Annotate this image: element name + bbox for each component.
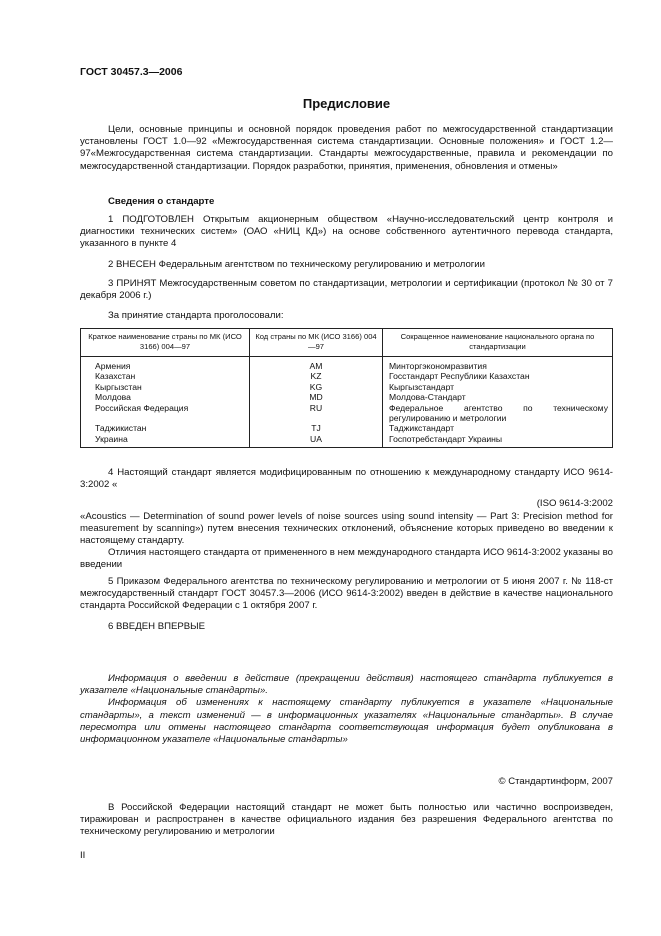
item-1-block xyxy=(80,214,613,251)
table-header-country: Краткое наименование страны по МК (ИСО 3166) 004—97 xyxy=(81,329,250,357)
item-6-block xyxy=(80,621,613,633)
table-row xyxy=(81,371,613,381)
notice-paragraph: В Российской Федерации настоящий стандарт не может быть полностью или частично воспроизведен, тиражирован и распространен в качестве официального издания без разрешения Федерального агентства по техническому регулированию и метрологии xyxy=(80,802,613,838)
countries-table xyxy=(80,328,613,448)
item-2-paragraph: 2 ВНЕСЕН Федеральным агентством по техническому регулированию и метрологии xyxy=(108,259,486,270)
table-row xyxy=(81,423,613,433)
table-row xyxy=(81,382,613,392)
table-row xyxy=(81,392,613,402)
item-4-line-2: (ISO 9614-3:2002 xyxy=(536,498,613,510)
table-header-code: Код страны по МК (ИСО 3166) 004—97 xyxy=(250,329,383,357)
item-5-block xyxy=(80,576,613,613)
table-cell-code: TJ xyxy=(250,423,383,433)
item-5-paragraph: 5 Приказом Федерального агентства по техническому регулированию и метрологии от 5 июня 2007 г. № 118-ст межгосударственный стандарт ГОСТ 30457.3—2006 (ИСО 9614-3:2002) введен в действие в качестве национального стандарта Российской Федерации с 1 октября 2007 г. xyxy=(80,576,613,612)
table-cell-code: KZ xyxy=(250,371,383,381)
item-2-block xyxy=(80,259,613,271)
table-cell-country: Кыргызстан xyxy=(81,382,250,392)
about-heading: Сведения о стандарте xyxy=(108,196,215,207)
item-1-paragraph: 1 ПОДГОТОВЛЕН Открытым акционерным обществом «Научно-исследовательский центр контроля и диагностики технических систем» (ОАО «НИЦ КД») на основе собственного аутентичного перевода стандарта, указанного в пункте 4 xyxy=(80,214,613,250)
table-cell-code: AM xyxy=(250,357,383,372)
item-4-line-3: «Acoustics — Determination of sound power levels of noise sources using sound intensity — Part 3: Precision method for measurement by scanning») путем внесения технических отклонений, объяснение которых приведено во введении к настоящему стандарту. xyxy=(80,510,613,547)
info-paragraph-1: Информация о введении в действие (прекращении действия) настоящего стандарта публикуется в указателе «Национальные стандарты». xyxy=(80,673,613,697)
item-3-block xyxy=(80,278,613,302)
table-cell-country: Российская Федерация xyxy=(81,403,250,424)
document-header: ГОСТ 30457.3—2006 xyxy=(80,66,183,78)
item-4-line-1: 4 Настоящий стандарт является модифицированным по отношению к международному стандарту ИСО 9614-3:2002 « xyxy=(80,467,613,491)
about-section xyxy=(80,196,613,208)
item-4-block xyxy=(80,467,613,572)
table-cell-code: MD xyxy=(250,392,383,402)
table-cell-body: Госпотребстандарт Украины xyxy=(383,434,613,448)
info-paragraph-2: Информация об изменениях к настоящему стандарту публикуется в указателе «Национальные стандарты», а текст изменений — в информационных указателях «Национальные стандарты». В случае пересмотра или отмены настоящего стандарта соответствующая информация будет опубликована в информационном указателе «Национальные стандарты» xyxy=(80,697,613,746)
page-number: II xyxy=(80,850,86,861)
item-3-paragraph: 3 ПРИНЯТ Межгосударственным советом по стандартизации, метрологии и сертификации (протокол № 30 от 7 декабря 2006 г.) xyxy=(80,278,613,302)
table-cell-body: Минторгэкономразвития xyxy=(383,357,613,372)
table-cell-body: Госстандарт Республики Казахстан xyxy=(383,371,613,381)
table-row xyxy=(81,357,613,372)
table-row xyxy=(81,434,613,448)
table-cell-body: Таджикстандарт xyxy=(383,423,613,433)
intro-paragraph: Цели, основные принципы и основной порядок проведения работ по межгосударственной стандартизации установлены ГОСТ 1.0—92 «Межгосударственная система стандартизации. Основные положения» и ГОСТ 1.2—97«Межгосударственная система стандартизации. Стандарты межгосударственные, правила и рекомендации по межгосударственной стандартизации. Порядок разработки, принятия, применения, обновления и отмены» xyxy=(80,124,613,172)
table-cell-code: KG xyxy=(250,382,383,392)
table-cell-country: Казахстан xyxy=(81,371,250,381)
table-row xyxy=(81,403,613,424)
table-cell-body: Кыргызстандарт xyxy=(383,382,613,392)
table-cell-body: Федеральное агентство по техническому регулированию и метрологии xyxy=(383,403,613,424)
page-title: Предисловие xyxy=(302,96,391,111)
intro-block xyxy=(80,124,613,173)
table-header-body: Сокращенное наименование национального органа по стандартизации xyxy=(383,329,613,357)
table-cell-code: UA xyxy=(250,434,383,448)
item-6-paragraph: 6 ВВЕДЕН ВПЕРВЫЕ xyxy=(108,621,206,632)
table-cell-country: Армения xyxy=(81,357,250,372)
vote-block xyxy=(80,310,613,322)
table-cell-body: Молдова-Стандарт xyxy=(383,392,613,402)
copyright-block xyxy=(80,776,613,788)
table-header-row xyxy=(81,329,613,357)
table-cell-country: Таджикистан xyxy=(81,423,250,433)
notice-block xyxy=(80,802,613,839)
table-cell-country: Украина xyxy=(81,434,250,448)
table-cell-code: RU xyxy=(250,403,383,424)
copyright: © Стандартинформ, 2007 xyxy=(498,776,613,787)
table-cell-country: Молдова xyxy=(81,392,250,402)
info-block xyxy=(80,673,613,746)
vote-paragraph: За принятие стандарта проголосовали: xyxy=(108,310,284,321)
item-4-line-4: Отличия настоящего стандарта от примененного в нем международного стандарта ИСО 9614-3:2002 указаны во введении xyxy=(80,547,613,571)
